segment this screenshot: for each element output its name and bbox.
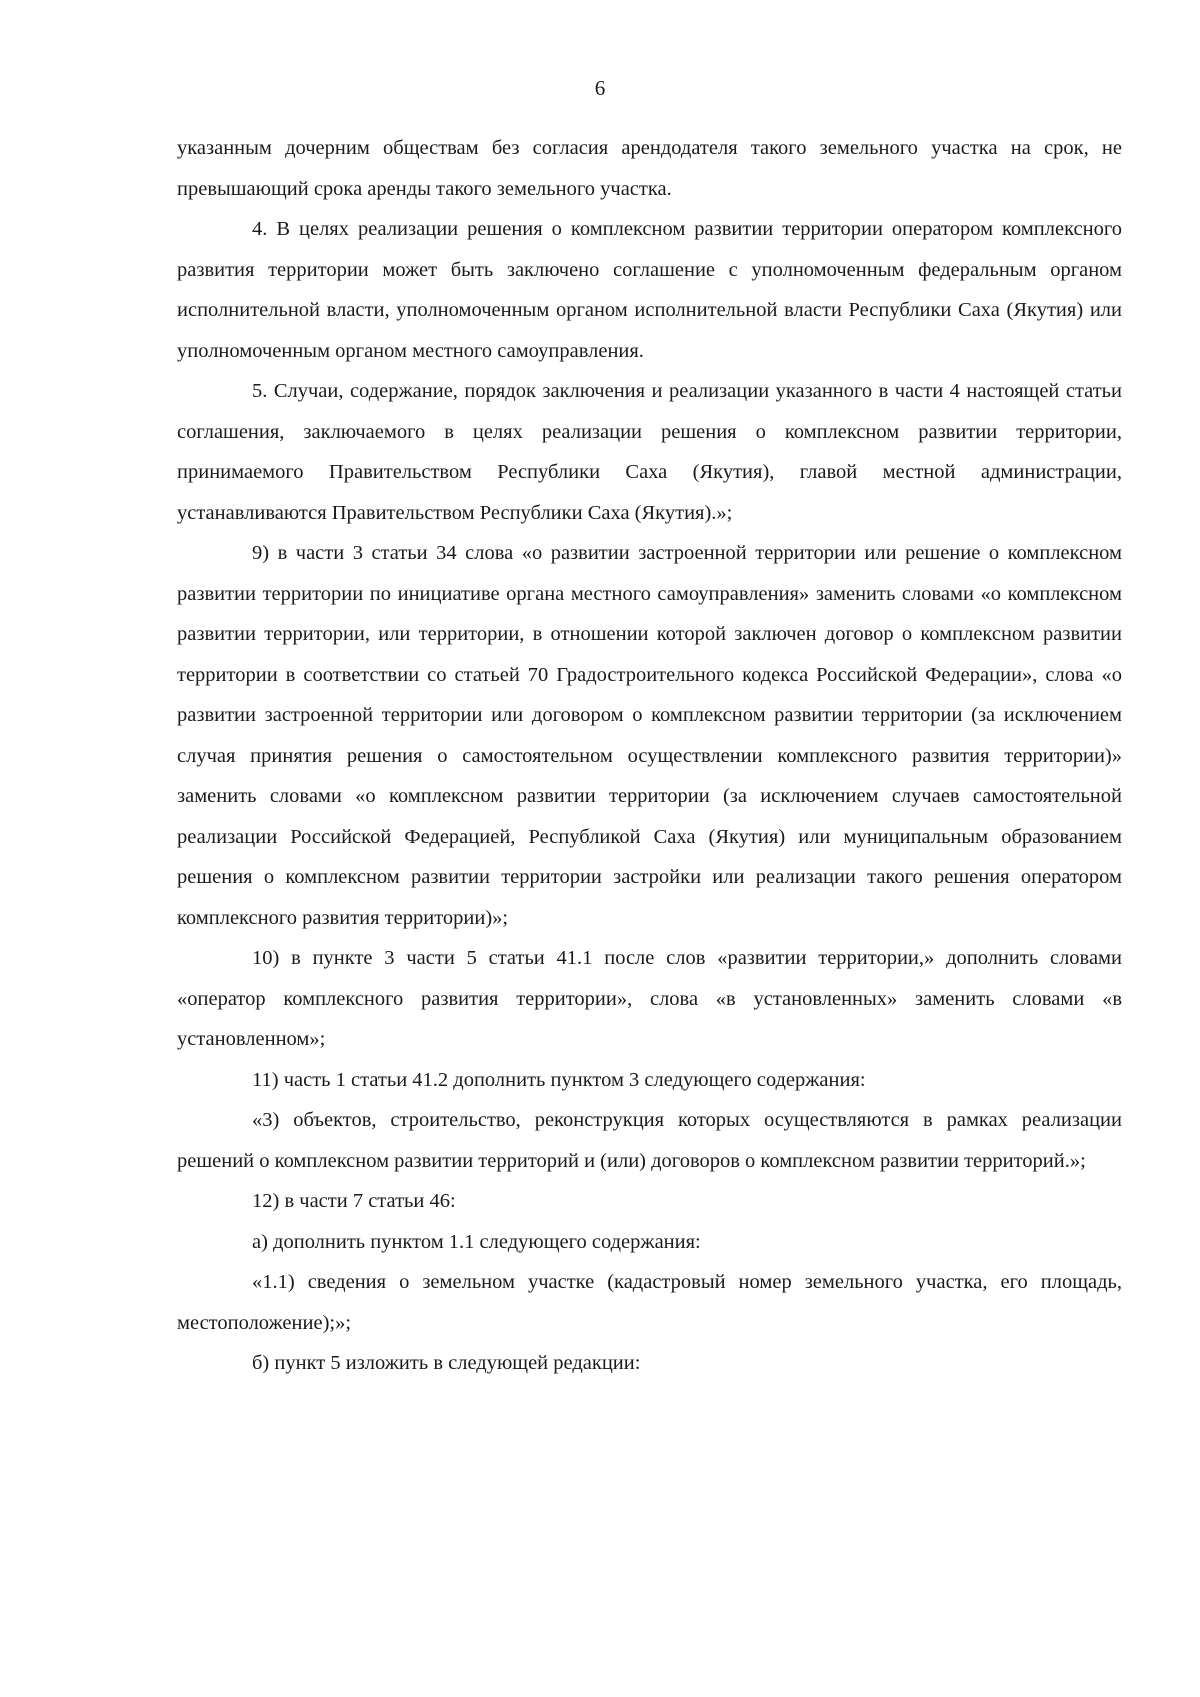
paragraph-amendment-9: 9) в части 3 статьи 34 слова «о развитии застроенной территории или решение о комплексном развитии территории по инициативе органа местного самоуправления» заменить словами «о комплексном развитии территории, или территории, в отношении которой заключен договор о комплексном развитии территории в соответствии со статьей 70 Градостроительного кодекса Российской Федерации», слова «о развитии застроенной территории или договором о комплексном развитии территории (за исключением случая принятия решения о самостоятельном осуществлении комплексного развития территории)» заменить словами «о комплексном развитии территории (за исключением случаев самостоятельной реализации Российской Федерацией, Республикой Саха (Якутия) или муниципальным образованием решения о комплексном развитии территории застройки или реализации такого решения оператором комплексного развития территории)»; [177,542,1122,929]
paragraph-quoted-item-1-1: «1.1) сведения о земельном участке (кадастровый номер земельного участка, его площадь, местоположение);»; [177,1271,1122,1334]
paragraph-item-5: 5. Случаи, содержание, порядок заключения и реализации указанного в части 4 настоящей статьи соглашения, заключаемого в целях реализации решения о комплексном развитии территории, принимаемого Правительством Республики Саха (Якутия), главой местной администрации, устанавливаются Правительством Республики Саха (Якутия).»; [177,380,1122,524]
paragraph-amendment-10: 10) в пункте 3 части 5 статьи 41.1 после слов «развитии территории,» дополнить словами «оператор комплексного развития территории», слова «в установленных» заменить словами «в установленном»; [177,947,1122,1050]
paragraph-subitem-b: б) пункт 5 изложить в следующей редакции: [252,1352,641,1374]
paragraph-item-4: 4. В целях реализации решения о комплексном развитии территории оператором комплексного развития территории может быть заключено соглашение с уполномоченным федеральным органом исполнительной власти, уполномоченным органом исполнительной власти Республики Саха (Якутия) или уполномоченным органом местного самоуправления. [177,218,1122,362]
paragraph-subitem-a: а) дополнить пунктом 1.1 следующего содержания: [252,1230,701,1253]
paragraph-quoted-item-3: «3) объектов, строительство, реконструкция которых осуществляются в рамках реализации решений о комплексном развитии территорий и (или) договоров о комплексном развитии территорий.»; [177,1109,1122,1172]
page-number: 6 [594,76,606,100]
paragraph-amendment-12: 12) в части 7 статьи 46: [252,1190,456,1212]
paragraph-continuation: указанным дочерним обществам без согласия арендодателя такого земельного участка на срок, не превышающий срока аренды такого земельного участка. [177,137,1122,200]
paragraph-amendment-11: 11) часть 1 статьи 41.2 дополнить пунктом 3 следующего содержания: [252,1068,866,1091]
document-body [177,128,1122,1384]
